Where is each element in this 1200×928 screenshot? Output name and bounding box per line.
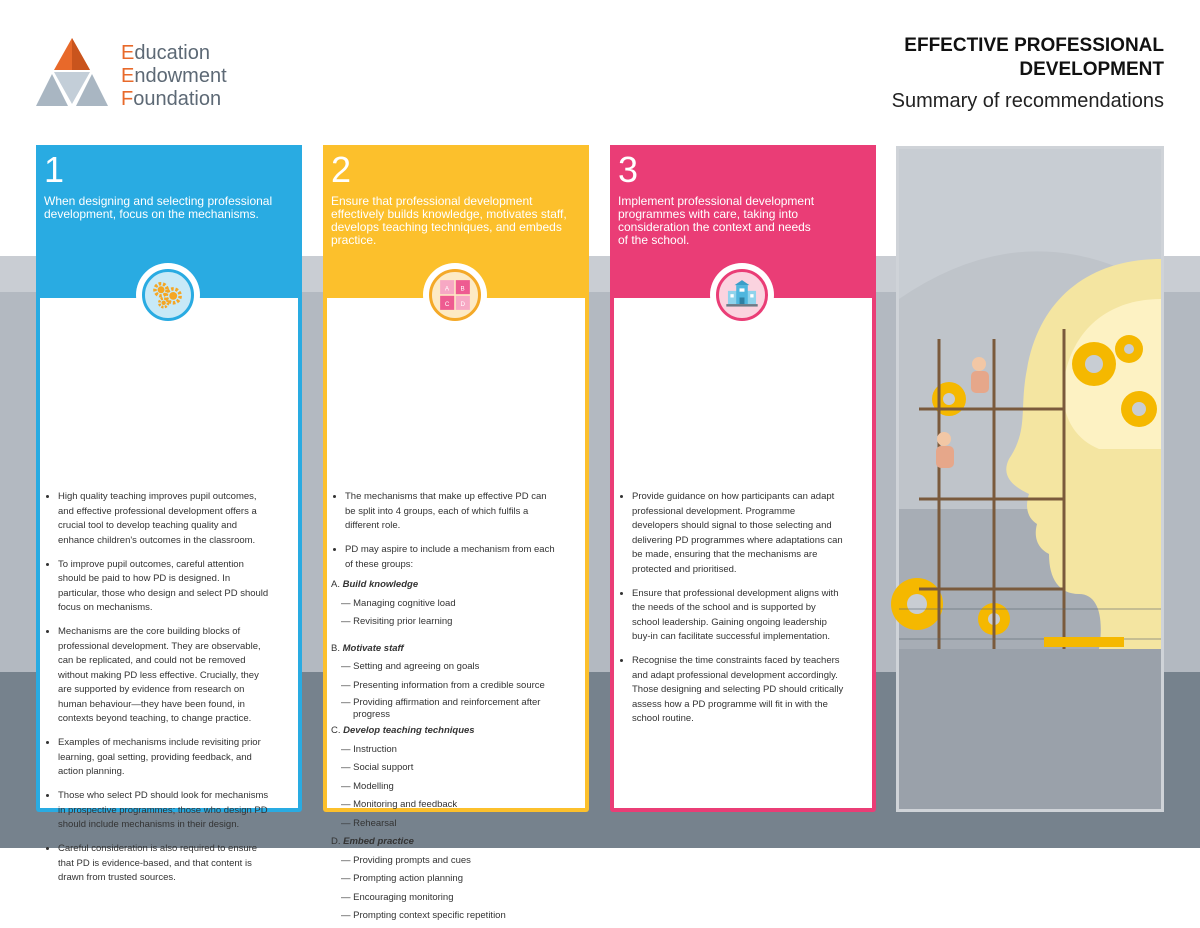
- list-item: Presenting information from a credible source: [353, 679, 545, 691]
- recommendation-heading: When designing and selecting professional development, focus on the mechanisms.: [44, 194, 273, 221]
- list-item: • Those who select PD should look for mechanisms in prospective programmes; those who design PD should include mechanisms in their design.: [58, 789, 270, 833]
- recommendation-number: 1: [44, 149, 65, 190]
- bullet-list: [331, 490, 557, 572]
- puzzle-letter: B: [460, 285, 465, 293]
- gears-icon: [136, 263, 200, 327]
- puzzle-letter: A: [444, 285, 449, 293]
- document-title: EFFECTIVE PROFESSIONAL DEVELOPMENT: [904, 35, 1164, 80]
- list-item: • Recognise the time constraints faced by teachers and adapt professional development accordingly. Those designing and selecting PD should critically assess how a PD programme will fit in with the school routine.: [632, 654, 844, 727]
- recommendation-card-3: [610, 145, 876, 812]
- mechanism-group-b: B. Motivate staff — Setting and agreeing on goals — Presenting information from a credible source — Providing affirmation and reinforcement after progress: [331, 642, 545, 720]
- list-item: • Mechanisms are the core building blocks of professional development. They are observable, can be replicated, and could not be removed without making PD less effective. Crucially, they are supported by evidence from research on human behaviour—they have been found, in contexts beyond teaching, to change practice.: [58, 625, 270, 727]
- list-item: • Provide guidance on how participants can adapt professional development. Programme developers should signal to those selecting and delivering PD programmes where adaptations can be made, ensuring that the mechanisms are protected and prioritised.: [632, 490, 844, 577]
- list-item: Prompting action planning: [353, 873, 463, 884]
- list-item: Monitoring and feedback: [353, 799, 458, 810]
- school-building-icon: [710, 263, 774, 327]
- card-body: [40, 298, 298, 883]
- list-item: Encouraging monitoring: [353, 891, 454, 903]
- card-body: [614, 298, 872, 808]
- recommendation-card-2: [323, 145, 589, 921]
- list-item: • Examples of mechanisms include revisiting prior learning, goal setting, providing feedback, and action planning.: [58, 736, 270, 780]
- recommendation-card-1: [36, 145, 302, 883]
- list-item: Managing cognitive load: [353, 597, 456, 609]
- list-item: • Careful consideration is also required to ensure that PD is evidence-based, and that content is drawn from trusted sources.: [58, 842, 270, 886]
- recommendation-heading: Implement professional development programmes with care, taking into consideration the context and needs of the school.: [618, 194, 815, 247]
- mechanism-group-a: A. Build knowledge — Managing cognitive load — Revisiting prior learning: [331, 579, 456, 627]
- bullet-list: [618, 490, 844, 727]
- list-item: Setting and agreeing on goals: [353, 661, 480, 672]
- list-item: Providing prompts and cues: [353, 854, 471, 866]
- list-item: Prompting context specific repetition: [353, 910, 506, 921]
- list-item: Rehearsal: [353, 817, 397, 829]
- bullet-list: [44, 490, 270, 886]
- recommendation-heading: Ensure that professional development effectively builds knowledge, motivates staff, develops teaching techniques, and embeds practice.: [331, 194, 567, 247]
- eef-logo-triangles-icon: [36, 36, 116, 116]
- list-item: Social support: [353, 762, 414, 773]
- puzzle-letter: D: [460, 300, 465, 308]
- recommendation-number: 3: [618, 149, 639, 190]
- list-item: • PD may aspire to include a mechanism from each of these groups:: [345, 543, 557, 572]
- list-item: • To improve pupil outcomes, careful attention should be paid to how PD is designed. In particular, those who design and select PD should focus on mechanisms.: [58, 558, 270, 616]
- mechanism-group-c: C. Develop teaching techniques — Instruction — Social support — Modelling — Monitoring and feedback — Rehearsal: [331, 725, 475, 829]
- document-subtitle: Summary of recommendations: [891, 90, 1164, 112]
- list-item: • The mechanisms that make up effective PD can be split into 4 groups, each of which fulfils a different role.: [345, 490, 557, 534]
- list-item: • Ensure that professional development aligns with the needs of the school and is supported by school leadership. Gaining ongoing leadership buy-in can facilitate successful implementation.: [632, 587, 844, 645]
- list-item: Instruction: [353, 743, 397, 755]
- puzzle-letter: C: [444, 300, 450, 308]
- list-item: Providing affirmation and reinforcement after progress: [353, 697, 541, 720]
- list-item: Revisiting prior learning: [353, 616, 453, 627]
- list-item: • High quality teaching improves pupil outcomes, and effective professional development offers a crucial tool to develop teaching quality and enhance children's outcomes in the classroom.: [58, 490, 270, 548]
- mechanism-group-d: D. Embed practice — Providing prompts and cues — Prompting action planning — Encouraging monitoring — Prompting context specific repetition: [331, 836, 506, 921]
- card-body: [327, 298, 585, 921]
- head-gears-illustration: [896, 146, 1164, 812]
- list-item: Modelling: [353, 780, 394, 792]
- eef-logo-text: Education Endowment Foundation: [121, 42, 227, 110]
- recommendation-number: 2: [331, 149, 352, 190]
- puzzle-icon: [423, 263, 487, 327]
